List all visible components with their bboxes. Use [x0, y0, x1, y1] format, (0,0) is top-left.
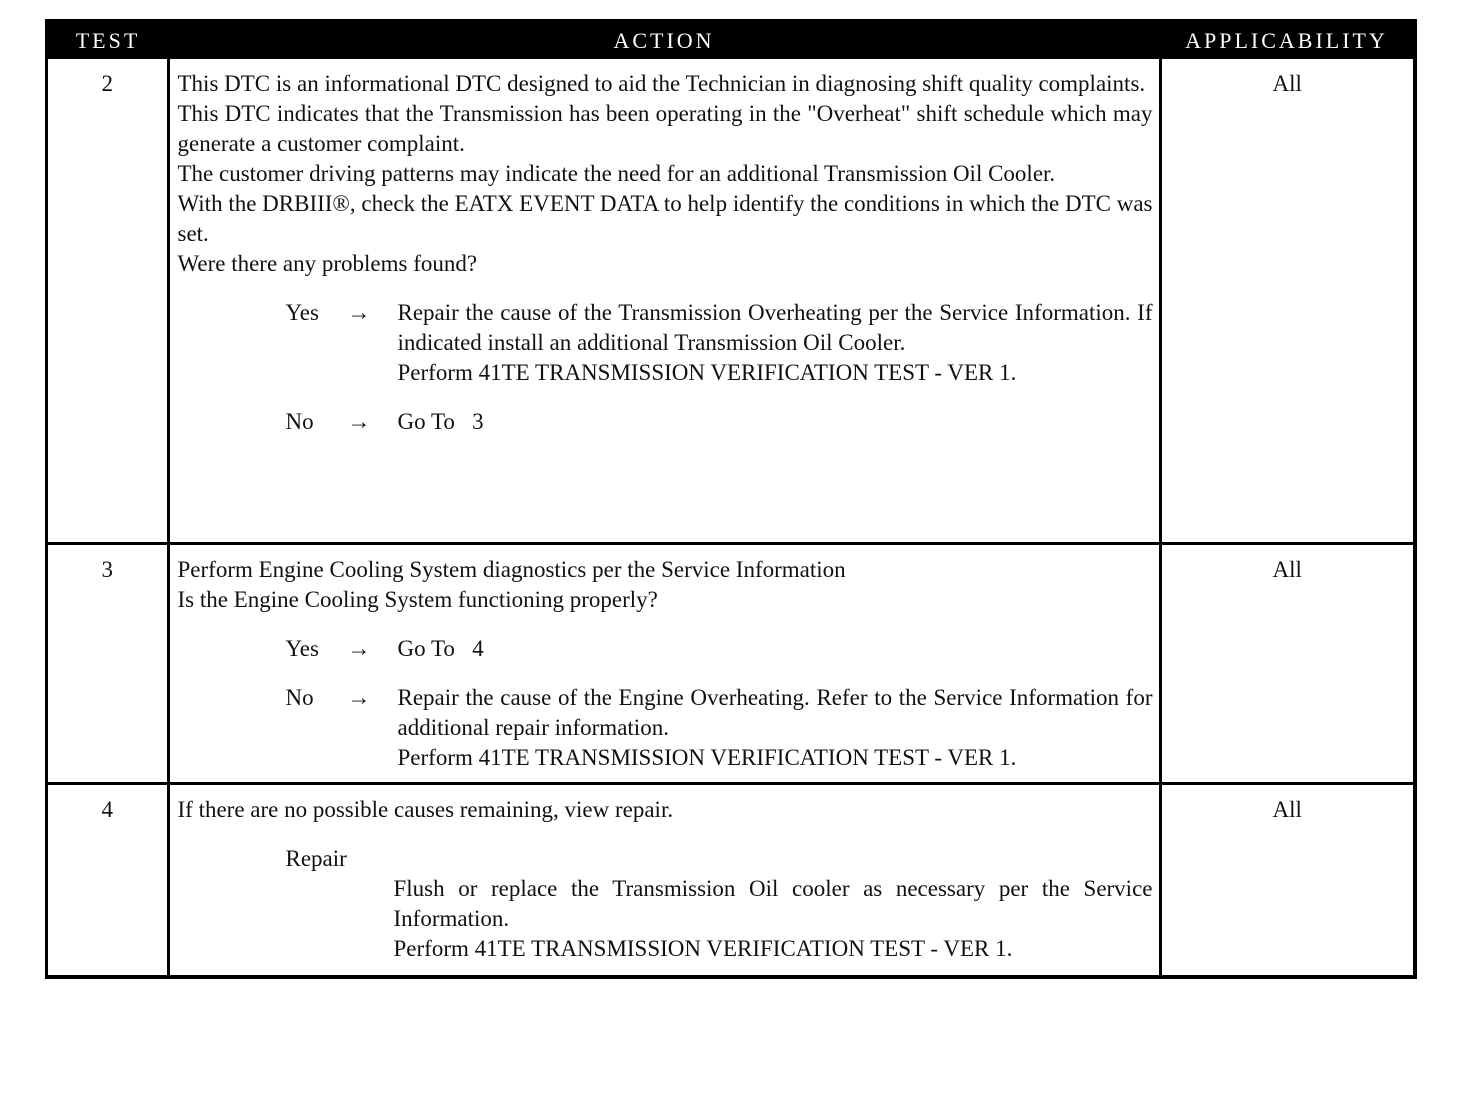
- branch-line: Go To 4: [397, 635, 484, 661]
- branch-line: Repair the cause of the Engine Overheating. Refer to the Service Information for additional repair information.: [397, 684, 1153, 740]
- header-action: ACTION: [168, 22, 1160, 59]
- action-question: Were there any problems found?: [177, 251, 478, 276]
- branch-line: Perform 41TE TRANSMISSION VERIFICATION TEST - VER 1.: [397, 744, 1017, 770]
- table-row-test-4: [48, 783, 1413, 978]
- action-paragraph: With the DRBIII®, check the EATX EVENT DATA to help identify the conditions in which the DTC was set.: [177, 191, 1153, 246]
- action-cell: [168, 783, 1160, 978]
- repair-body: [178, 874, 1153, 964]
- action-paragraph: Perform Engine Cooling System diagnostics per the Service Information: [177, 556, 846, 582]
- test-number: 3: [48, 543, 168, 783]
- branch-label: No: [285, 684, 314, 710]
- repair-line: Perform 41TE TRANSMISSION VERIFICATION TEST - VER 1.: [393, 935, 1013, 961]
- right-arrow-icon: →: [347, 684, 371, 710]
- test-number: 2: [101, 71, 113, 96]
- branch-body: [398, 683, 1153, 773]
- action-question: Is the Engine Cooling System functioning properly?: [177, 586, 658, 612]
- diagnostic-test-table: [48, 22, 1413, 978]
- branch-yes: [178, 634, 1153, 664]
- action-paragraph: The customer driving patterns may indicate the need for an additional Transmission Oil Cooler.: [177, 161, 1056, 186]
- branch-label: Yes: [285, 300, 319, 325]
- applicability-value: All: [1160, 783, 1413, 978]
- branch-no: [178, 683, 1153, 773]
- applicability-value: All: [1160, 543, 1413, 783]
- test-number: 4: [48, 783, 168, 978]
- branch-no: [178, 407, 1153, 437]
- branch-body: [398, 634, 1153, 664]
- branch-body: [398, 298, 1153, 388]
- branch-yes: [178, 298, 1153, 388]
- branch-line: Go To 3: [397, 409, 484, 434]
- right-arrow-icon: →: [347, 409, 371, 434]
- action-paragraph: This DTC indicates that the Transmission has been operating in the "Overheat" shift schedule which may generate a customer complaint.: [177, 101, 1153, 156]
- branch-line: Repair the cause of the Transmission Overheating per the Service Information. If indicated install an additional Transmission Oil Cooler.: [397, 300, 1153, 355]
- repair-label: Repair: [285, 845, 347, 871]
- action-cell: [168, 543, 1160, 783]
- header-applicability: APPLICABILITY: [1160, 22, 1413, 59]
- right-arrow-icon: →: [347, 635, 371, 661]
- branch-label: No: [285, 409, 314, 434]
- table-row-test-2: [48, 59, 1413, 543]
- action-paragraph: This DTC is an informational DTC designed to aid the Technician in diagnosing shift quality complaints.: [177, 71, 1146, 96]
- table-header-row: [48, 22, 1413, 59]
- repair-line: Flush or replace the Transmission Oil cooler as necessary per the Service Information.: [393, 875, 1153, 931]
- applicability-value: All: [1160, 59, 1413, 543]
- header-test: TEST: [48, 22, 168, 59]
- branch-body: [398, 407, 1153, 437]
- right-arrow-icon: →: [347, 300, 371, 325]
- table-row-test-3: [48, 543, 1413, 783]
- branch-line: Perform 41TE TRANSMISSION VERIFICATION TEST - VER 1.: [397, 360, 1017, 385]
- action-paragraph: If there are no possible causes remaining, view repair.: [177, 796, 674, 822]
- branch-label: Yes: [285, 635, 319, 661]
- action-cell: [168, 59, 1160, 543]
- diagnostic-test-table-frame: [45, 19, 1417, 979]
